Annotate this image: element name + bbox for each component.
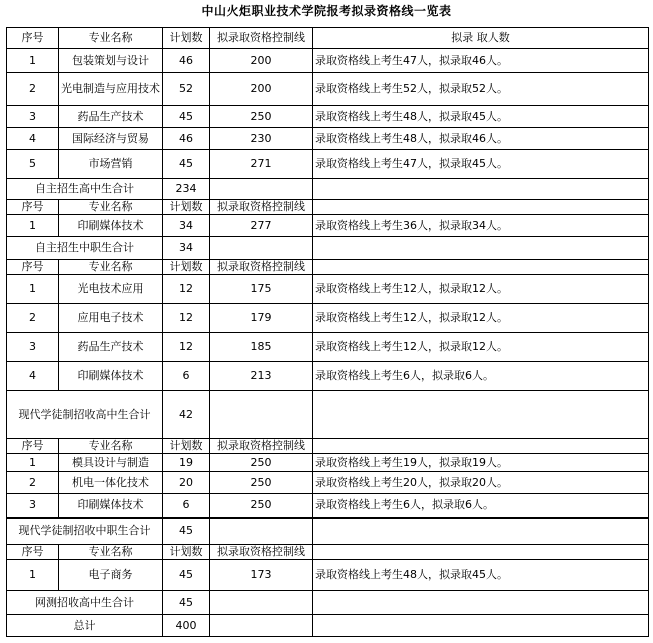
row-index: 5 [7, 150, 59, 179]
control-line: 175 [210, 275, 313, 304]
control-line: 250 [210, 472, 313, 494]
subtotal-label: 网测招收高中生合计 [7, 591, 163, 615]
empty-cell [210, 237, 313, 260]
table-row [7, 106, 649, 128]
admission-note: 录取资格线上考生12人，拟录取12人。 [313, 333, 649, 362]
control-line: 250 [210, 494, 313, 518]
empty-cell [210, 391, 313, 439]
row-index: 1 [7, 560, 59, 591]
admission-note: 录取资格线上考生6人，拟录取6人。 [313, 362, 649, 391]
subtotal-value: 234 [163, 179, 210, 200]
table-row [7, 560, 649, 591]
plan-count: 19 [163, 454, 210, 472]
table-row [7, 215, 649, 237]
page-title: 中山火炬职业技术学院报考拟录资格线一览表 [201, 4, 452, 18]
header-cell: 计划数 [163, 260, 210, 275]
row-index: 1 [7, 49, 59, 73]
header-cell: 序号 [7, 439, 59, 454]
table-header-row [7, 260, 649, 275]
header-cell: 专业名称 [59, 200, 163, 215]
header-cell: 序号 [7, 200, 59, 215]
plan-count: 6 [163, 494, 210, 518]
header-cell: 专业名称 [59, 28, 163, 49]
admission-note: 录取资格线上考生48人，拟录取46人。 [313, 128, 649, 150]
header-cell [313, 260, 649, 275]
control-line: 230 [210, 128, 313, 150]
major-name: 药品生产技术 [59, 333, 163, 362]
plan-count: 12 [163, 333, 210, 362]
total-value: 400 [163, 615, 210, 637]
major-name: 电子商务 [59, 560, 163, 591]
row-index: 4 [7, 128, 59, 150]
major-name: 应用电子技术 [59, 304, 163, 333]
admission-note: 录取资格线上考生19人，拟录取19人。 [313, 454, 649, 472]
total-label: 总计 [7, 615, 163, 637]
header-cell: 专业名称 [59, 545, 163, 560]
header-cell: 序号 [7, 545, 59, 560]
header-cell: 计划数 [163, 200, 210, 215]
admission-note: 录取资格线上考生47人，拟录取46人。 [313, 49, 649, 73]
admission-table [6, 27, 649, 637]
header-cell: 计划数 [163, 545, 210, 560]
control-line: 250 [210, 106, 313, 128]
table-row [7, 73, 649, 106]
row-index: 2 [7, 472, 59, 494]
control-line: 271 [210, 150, 313, 179]
control-line: 250 [210, 454, 313, 472]
table-row [7, 49, 649, 73]
row-index: 2 [7, 73, 59, 106]
header-cell: 计划数 [163, 439, 210, 454]
major-name: 市场营销 [59, 150, 163, 179]
plan-count: 20 [163, 472, 210, 494]
empty-cell [313, 237, 649, 260]
plan-count: 46 [163, 49, 210, 73]
control-line: 173 [210, 560, 313, 591]
subtotal-row [7, 591, 649, 615]
subtotal-row [7, 518, 649, 545]
table-header-row [7, 439, 649, 454]
admission-note: 录取资格线上考生12人，拟录取12人。 [313, 304, 649, 333]
empty-cell [210, 591, 313, 615]
empty-cell [210, 179, 313, 200]
admission-note: 录取资格线上考生20人，拟录取20人。 [313, 472, 649, 494]
empty-cell [210, 518, 313, 545]
header-cell [313, 545, 649, 560]
admission-note: 录取资格线上考生6人，拟录取6人。 [313, 494, 649, 518]
empty-cell [313, 391, 649, 439]
table-row [7, 454, 649, 472]
plan-count: 45 [163, 106, 210, 128]
subtotal-label: 现代学徒制招收高中生合计 [7, 391, 163, 439]
row-index: 3 [7, 106, 59, 128]
table-header-row [7, 28, 649, 49]
header-cell: 拟录 取人数 [313, 28, 649, 49]
table-row [7, 333, 649, 362]
plan-count: 45 [163, 150, 210, 179]
row-index: 1 [7, 215, 59, 237]
empty-cell [210, 615, 313, 637]
header-cell: 专业名称 [59, 439, 163, 454]
subtotal-row [7, 391, 649, 439]
subtotal-value: 45 [163, 518, 210, 545]
header-cell: 序号 [7, 28, 59, 49]
row-index: 4 [7, 362, 59, 391]
empty-cell [313, 591, 649, 615]
subtotal-label: 自主招生高中生合计 [7, 179, 163, 200]
plan-count: 12 [163, 275, 210, 304]
header-cell [313, 200, 649, 215]
header-cell: 拟录取资格控制线 [210, 200, 313, 215]
plan-count: 46 [163, 128, 210, 150]
plan-count: 12 [163, 304, 210, 333]
header-cell: 拟录取资格控制线 [210, 260, 313, 275]
major-name: 药品生产技术 [59, 106, 163, 128]
control-line: 200 [210, 49, 313, 73]
table-row [7, 494, 649, 518]
admission-note: 录取资格线上考生48人，拟录取45人。 [313, 560, 649, 591]
row-index: 3 [7, 333, 59, 362]
total-row [7, 615, 649, 637]
subtotal-label: 自主招生中职生合计 [7, 237, 163, 260]
major-name: 国际经济与贸易 [59, 128, 163, 150]
control-line: 213 [210, 362, 313, 391]
admission-note: 录取资格线上考生48人，拟录取45人。 [313, 106, 649, 128]
row-index: 2 [7, 304, 59, 333]
major-name: 光电技术应用 [59, 275, 163, 304]
plan-count: 6 [163, 362, 210, 391]
major-name: 印刷媒体技术 [59, 215, 163, 237]
control-line: 200 [210, 73, 313, 106]
subtotal-value: 42 [163, 391, 210, 439]
subtotal-row [7, 179, 649, 200]
empty-cell [313, 615, 649, 637]
admission-note: 录取资格线上考生52人，拟录取52人。 [313, 73, 649, 106]
subtotal-value: 34 [163, 237, 210, 260]
plan-count: 34 [163, 215, 210, 237]
control-line: 185 [210, 333, 313, 362]
header-cell: 拟录取资格控制线 [210, 439, 313, 454]
subtotal-value: 45 [163, 591, 210, 615]
header-cell [313, 439, 649, 454]
admission-note: 录取资格线上考生47人，拟录取45人。 [313, 150, 649, 179]
header-cell: 拟录取资格控制线 [210, 545, 313, 560]
row-index: 1 [7, 454, 59, 472]
table-header-row [7, 200, 649, 215]
subtotal-row [7, 237, 649, 260]
table-row [7, 362, 649, 391]
table-row [7, 275, 649, 304]
control-line: 179 [210, 304, 313, 333]
control-line: 277 [210, 215, 313, 237]
row-index: 1 [7, 275, 59, 304]
plan-count: 52 [163, 73, 210, 106]
header-cell: 计划数 [163, 28, 210, 49]
subtotal-label: 现代学徒制招收中职生合计 [7, 518, 163, 545]
row-index: 3 [7, 494, 59, 518]
major-name: 模具设计与制造 [59, 454, 163, 472]
table-header-row [7, 545, 649, 560]
major-name: 机电一体化技术 [59, 472, 163, 494]
major-name: 光电制造与应用技术 [59, 73, 163, 106]
major-name: 印刷媒体技术 [59, 494, 163, 518]
header-cell: 专业名称 [59, 260, 163, 275]
major-name: 印刷媒体技术 [59, 362, 163, 391]
admission-note: 录取资格线上考生36人，拟录取34人。 [313, 215, 649, 237]
admission-note: 录取资格线上考生12人，拟录取12人。 [313, 275, 649, 304]
empty-cell [313, 518, 649, 545]
header-cell: 序号 [7, 260, 59, 275]
table-row [7, 150, 649, 179]
table-row [7, 128, 649, 150]
plan-count: 45 [163, 560, 210, 591]
header-cell: 拟录取资格控制线 [210, 28, 313, 49]
empty-cell [313, 179, 649, 200]
major-name: 包装策划与设计 [59, 49, 163, 73]
table-row [7, 304, 649, 333]
table-row [7, 472, 649, 494]
